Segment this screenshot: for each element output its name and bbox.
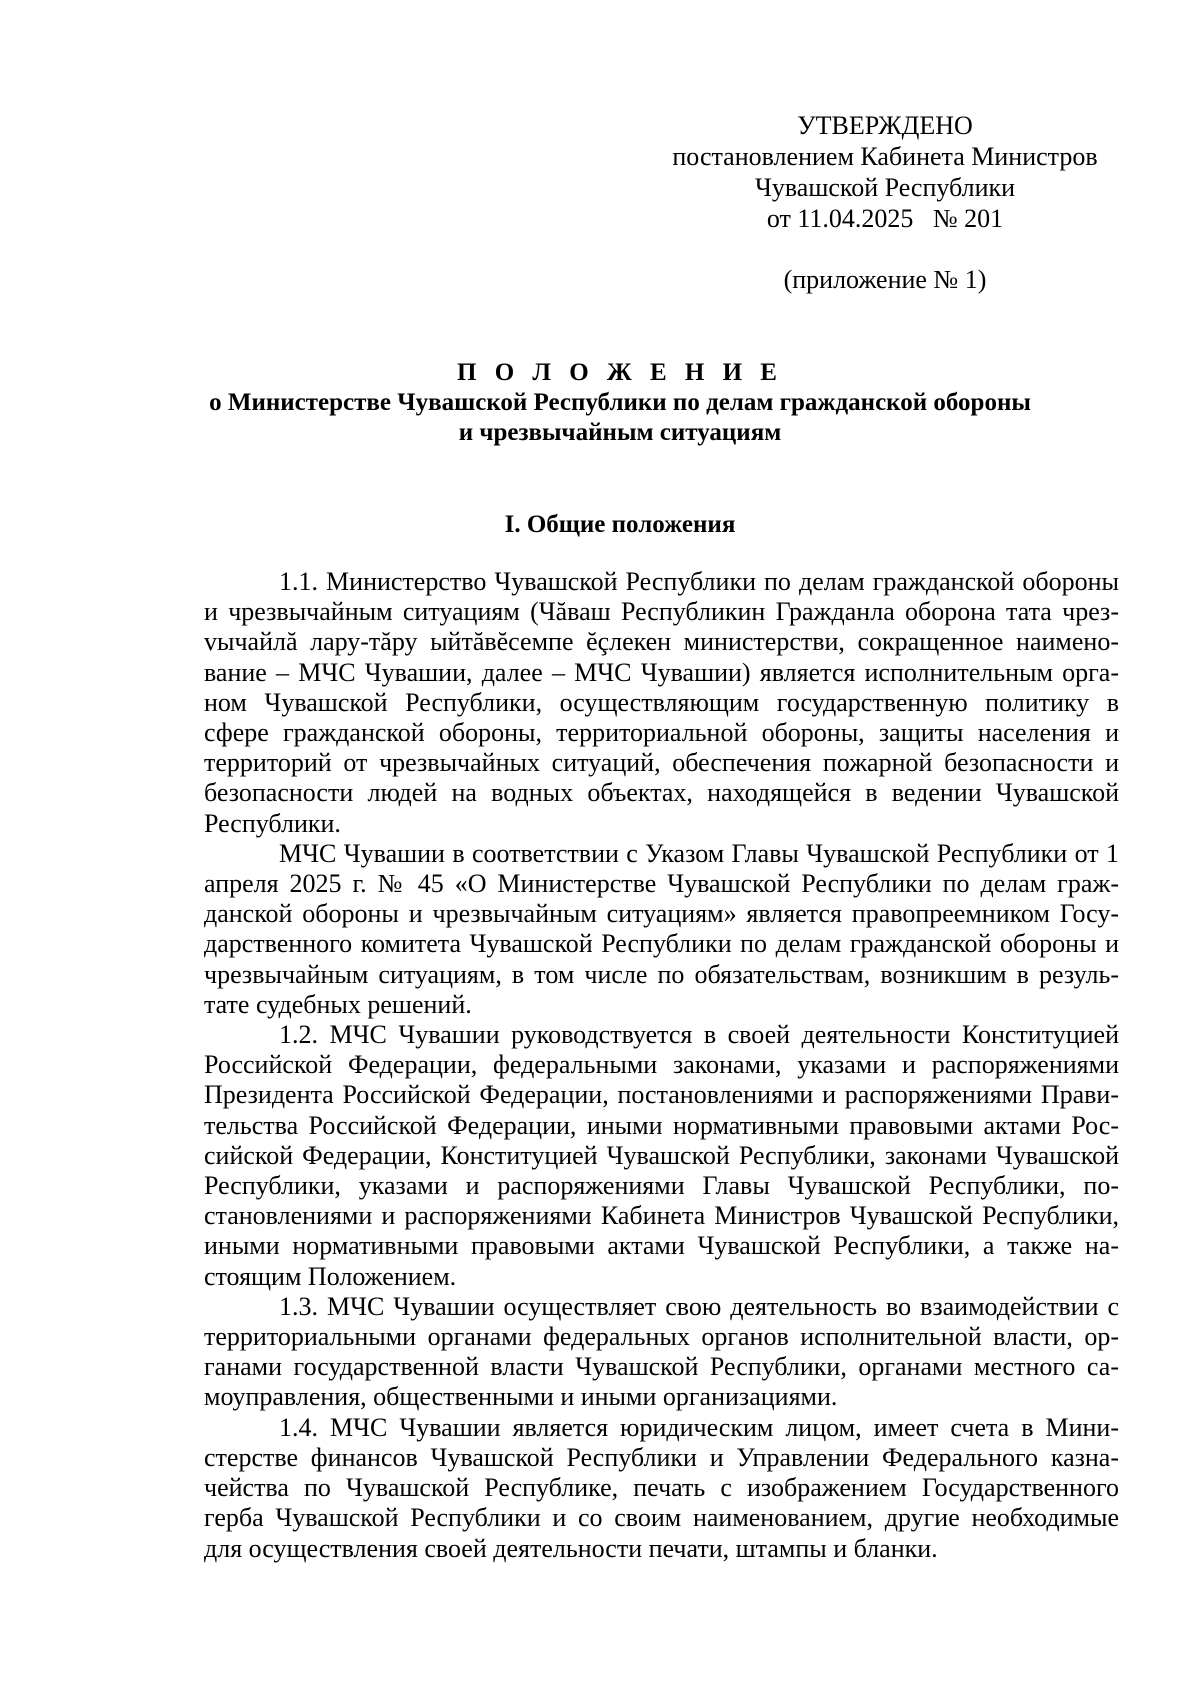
paragraph-1-2: 1.2. МЧС Чувашии руководствуется в своей деятельности Конституцией Российской Федерации, федеральными законами, указами и распоряжениями Президента Российской Федерации, постановлениями и распоряжениями Правительства Российской Федерации, иными нормативными правовыми актами Российской Федерации, Конституцией Чувашской Республики, законами Чувашской Республики, указами и распоряжениями Главы Чувашской Республики, постановлениями и распоряжениями Кабинета Министров Чувашской Республики, иными нормативными правовыми актами Чувашской Республики, а также настоящим Положением. [204, 1020, 1119, 1291]
approval-decree-line: постановлением Кабинета Министров [672, 142, 1098, 171]
approval-republic-line: Чувашской Республики [754, 173, 1016, 202]
document-subtitle-line-2: и чрезвычайным ситуациям [458, 419, 782, 446]
approval-stamp-block [660, 110, 1110, 295]
document-subtitle-line-1: о Министерстве Чувашской Республики по делам гражданской обороны [209, 389, 1031, 416]
paragraph-1-3: 1.3. МЧС Чувашии осуществляет свою деятельность во взаимодействии с территориальными органами федеральных органов исполнительной власти, органами государственной власти Чувашской Республики, органами местного самоуправления, общественными и иными организациями. [204, 1291, 1119, 1412]
approval-heading: УТВЕРЖДЕНО [797, 111, 973, 140]
paragraph-1-1: 1.1. Министерство Чувашской Республики по делам гражданской обороны и чрезвычайным ситуациям (Чăваш Республикин Гражданла оборона тата чрезvычайлă лару-тăру ыйтăвĕсемпе ĕçлекен министерстви, сокращенное наименование – МЧС Чувашии, далее – МЧС Чувашии) является исполнительным органом Чувашской Республики, осуществляющим государственную политику в сфере гражданской обороны, территориальной обороны, защиты населения и территорий от чрезвычайных ситуаций, обеспечения пожарной безопасности и безопасности людей на водных объектах, находящейся в ведении Чувашской Республики. [204, 567, 1119, 838]
paragraph-1-1-continued: МЧС Чувашии в соответствии с Указом Главы Чувашской Республики от 1 апреля 2025 г. № 45 «О Министерстве Чувашской Республики по делам гражданской обороны и чрезвычайным ситуациям» является правопреемником Государственного комитета Чувашской Республики по делам гражданской обороны и чрезвычайным ситуациям, в том числе по обязательствам, возникшим в результате судебных решений. [204, 838, 1119, 1019]
appendix-label: (приложение № 1) [783, 265, 987, 294]
document-title: П О Л О Ж Е Н И Е [457, 359, 783, 386]
paragraph-1-4: 1.4. МЧС Чувашии является юридическим лицом, имеет счета в Министерстве финансов Чувашской Республики и Управлении Федерального казначейства по Чувашской Республике, печать с изображением Государственного герба Чувашской Республики и со своим наименованием, другие необходимые для осуществления своей деятельности печати, штампы и бланки. [204, 1412, 1119, 1563]
document-title-block [120, 358, 1120, 448]
approval-date-number: от 11.04.2025 № 201 [766, 204, 1004, 233]
section-heading: I. Общие положения [504, 511, 736, 538]
body-text [204, 567, 1119, 1564]
